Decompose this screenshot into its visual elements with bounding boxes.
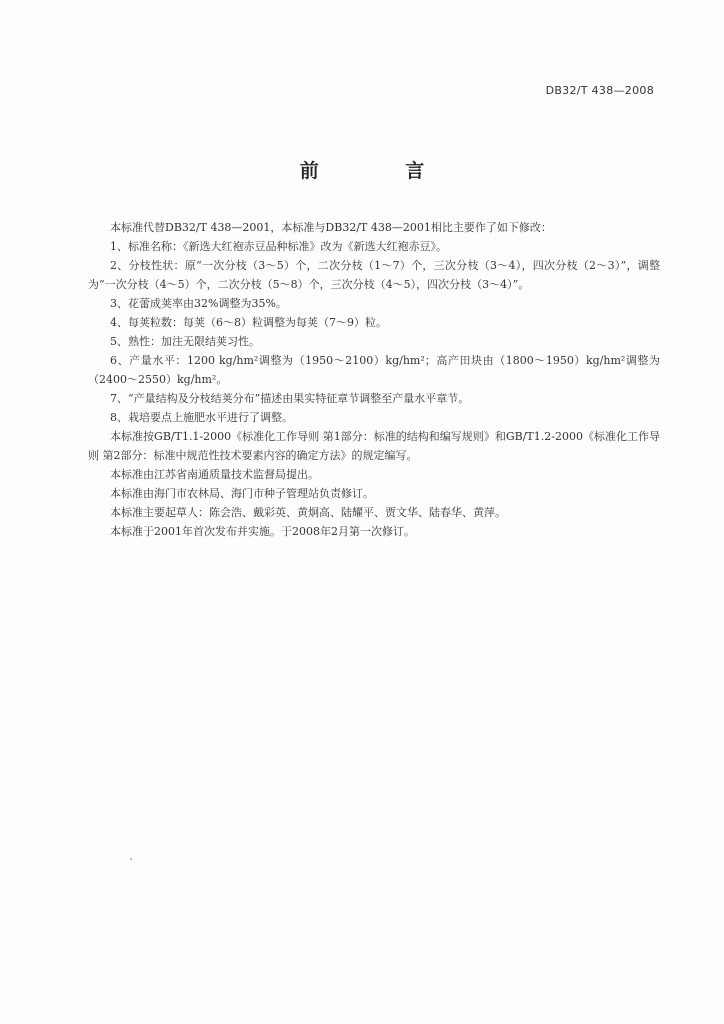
page-title: 前 言 xyxy=(299,160,465,182)
paragraph-item-1: 1、标准名称：《新选大红袍赤豆品种标准》改为《新选大红袍赤豆》。 xyxy=(110,240,447,253)
paragraph-drafting-rules: 本标准按GB/T1.1-2000《标准化工作导则 第1部分：标准的结构和编写规则》和GB/T1.2-2000《标准化工作导则 第2部分：标准中规范性技术要素内容的确定方法》的规定编写。 xyxy=(88,430,660,462)
paragraph-item-7: 7、“产量结构及分枝结荚分布”描述由果实特征章节调整至产量水平章节。 xyxy=(110,392,470,405)
standard-code: DB32/T 438—2008 xyxy=(545,84,654,97)
foreword-body xyxy=(88,218,660,541)
paragraph-item-5: 5、熟性：加注无限结荚习性。 xyxy=(110,335,260,348)
paragraph-item-3: 3、花蕾成荚率由32%调整为35%。 xyxy=(110,297,287,310)
paragraph-proposed-by: 本标准由江苏省南通质量技术监督局提出。 xyxy=(110,468,319,481)
paragraph-item-4: 4、每荚粒数：每荚（6～8）粒调整为每荚（7～9）粒。 xyxy=(110,316,387,329)
paragraph-item-2: 2、分枝性状：原“一次分枝（3～5）个，二次分枝（1～7）个，三次分枝（3～4），四次分枝（2～3）”，调整为“一次分枝（4～5）个，二次分枝（5～8）个，三次分枝（4～5），四次分枝（3～4）”。 xyxy=(88,259,660,291)
paragraph-revised-by: 本标准由海门市农林局、海门市种子管理站负责修订。 xyxy=(110,487,374,500)
paragraph-drafters: 本标准主要起草人：陈会浩、戴彩英、黄炯高、陆耀平、贾文华、陆春华、黄萍。 xyxy=(110,506,506,519)
scan-speck xyxy=(130,858,132,860)
paragraph-intro: 本标准代替DB32/T 438—2001，本标准与DB32/T 438—2001相比主要作了如下修改： xyxy=(110,221,552,234)
paragraph-history: 本标准于2001年首次发布并实施。于2008年2月第一次修订。 xyxy=(110,525,415,538)
paragraph-item-6: 6、产量水平：1200 kg/hm²调整为（1950～2100）kg/hm²；高产田块由（1800～1950）kg/hm²调整为（2400～2550）kg/hm²。 xyxy=(88,354,660,386)
paragraph-item-8: 8、栽培要点上施肥水平进行了调整。 xyxy=(110,411,293,424)
